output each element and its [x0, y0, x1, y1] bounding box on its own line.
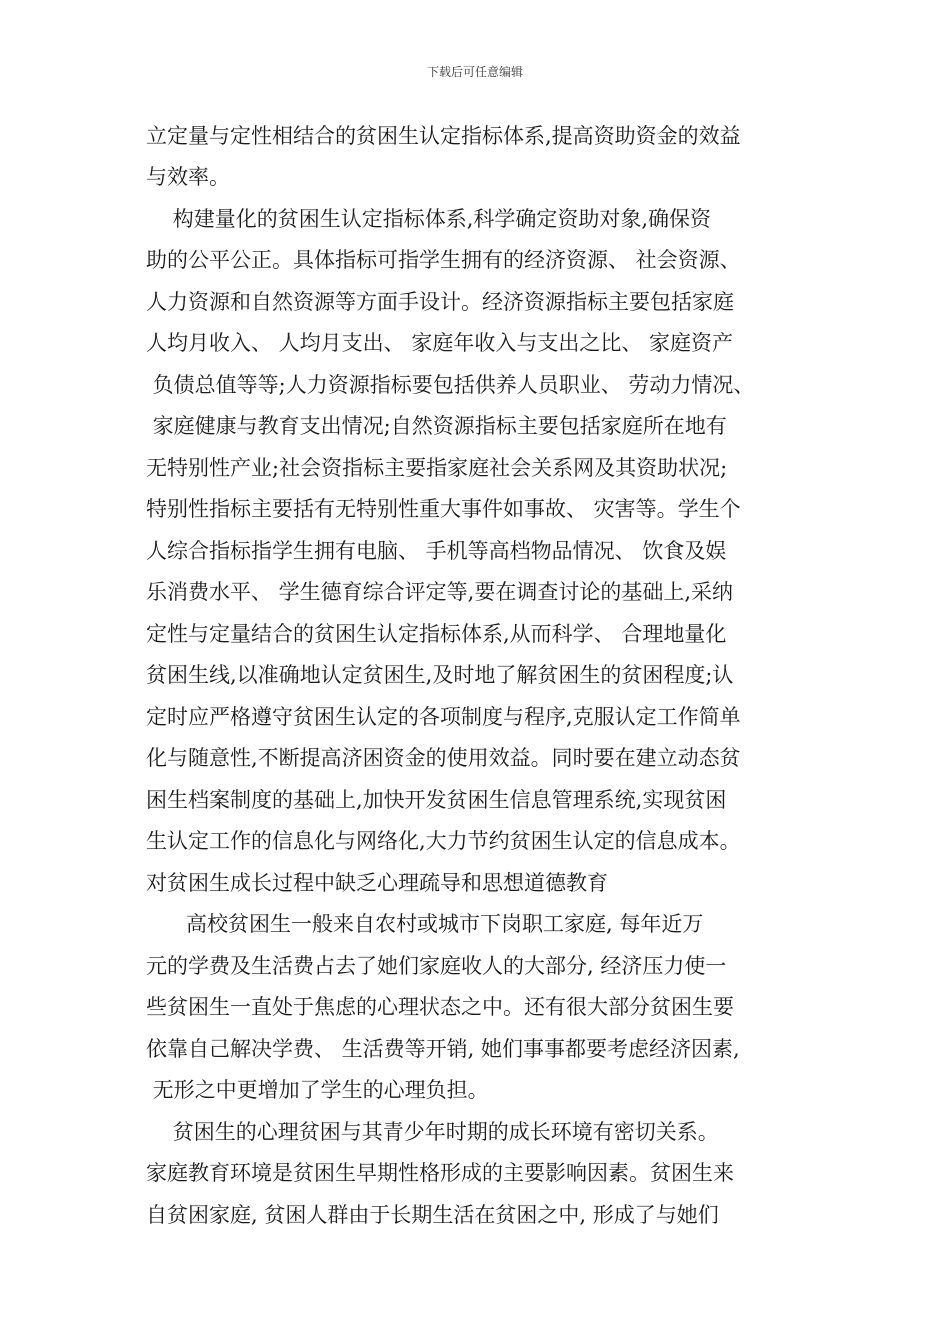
- text-line: 立定量与定性相结合的贫困生认定指标体系,提高资助资金的效益: [146, 124, 741, 148]
- text-line: 人力资源和自然资源等方面手设计。经济资源指标主要包括家庭: [146, 290, 734, 314]
- text-line: 特别性指标主要括有无特别性重大事件如事故、 灾害等。学生个: [146, 497, 741, 521]
- text-line: 自贫困家庭, 贫困人群由于长期生活在贫困之中, 形成了与她们: [146, 1203, 719, 1227]
- text-line: 元的学费及生活费占去了她们家庭收人的大部分, 经济压力使一: [146, 954, 727, 978]
- text-line: 定性与定量结合的贫困生认定指标体系,从而科学、 合理地量化: [146, 622, 727, 646]
- text-line: 依靠自己解决学费、 生活费等开销, 她们事事都要考虑经济因素,: [146, 1037, 740, 1061]
- text-line: 困生档案制度的基础上,加快开发贫困生信息管理系统,实现贫困: [146, 788, 727, 812]
- text-line: 人综合指标指学生拥有电脑、 手机等高档物品情况、 饮食及娱: [146, 539, 727, 563]
- text-line: 构建量化的贫困生认定指标体系,科学确定资助对象,确保资: [146, 207, 712, 231]
- text-line: 定时应严格遵守贫困生认定的各项制度与程序,克服认定工作简单: [146, 705, 741, 729]
- text-line: 贫困生的心理贫困与其青少年时期的成长环境有密切关系。: [146, 1120, 719, 1144]
- section-heading: 对贫困生成长过程中缺乏心理疏导和思想道德教育: [146, 871, 608, 895]
- text-line: 与效率。: [146, 165, 230, 189]
- text-line: 无特别性产业;社会资指标主要指家庭社会关系网及其资助状况;: [146, 456, 728, 480]
- text-line: 些贫困生一直处于焦虑的心理状态之中。还有很大部分贫困生要: [146, 995, 734, 1019]
- text-line: 化与随意性,不断提高济困资金的使用效益。同时要在建立动态贫: [146, 746, 741, 770]
- text-line: 贫困生线,以准确地认定贫困生,及时地了解贫困生的贫困程度;认: [146, 663, 734, 687]
- text-line: 生认定工作的信息化与网络化,大力节约贫困生认定的信息成本。: [146, 829, 741, 853]
- text-line: 负债总值等等;人力资源指标要包括供养人员职业、 劳动力情况、: [146, 373, 755, 397]
- text-line: 助的公平公正。具体指标可指学生拥有的经济资源、 社会资源、: [146, 248, 741, 272]
- text-line: 高校贫困生一般来自农村或城市下岗职工家庭, 每年近万: [146, 912, 704, 936]
- text-line: 人均月收入、 人均月支出、 家庭年收入与支出之比、 家庭资产: [146, 331, 734, 355]
- page-header: 下载后可任意编辑: [426, 65, 523, 79]
- text-line: 家庭教育环境是贫困生早期性格形成的主要影响因素。贫困生来: [146, 1161, 734, 1185]
- text-line: 无形之中更增加了学生的心理负担。: [146, 1078, 489, 1102]
- text-line: 乐消费水平、 学生德育综合评定等,要在调查讨论的基础上,采纳: [146, 580, 734, 604]
- text-line: 家庭健康与教育支出情况;自然资源指标主要包括家庭所在地有: [146, 414, 727, 438]
